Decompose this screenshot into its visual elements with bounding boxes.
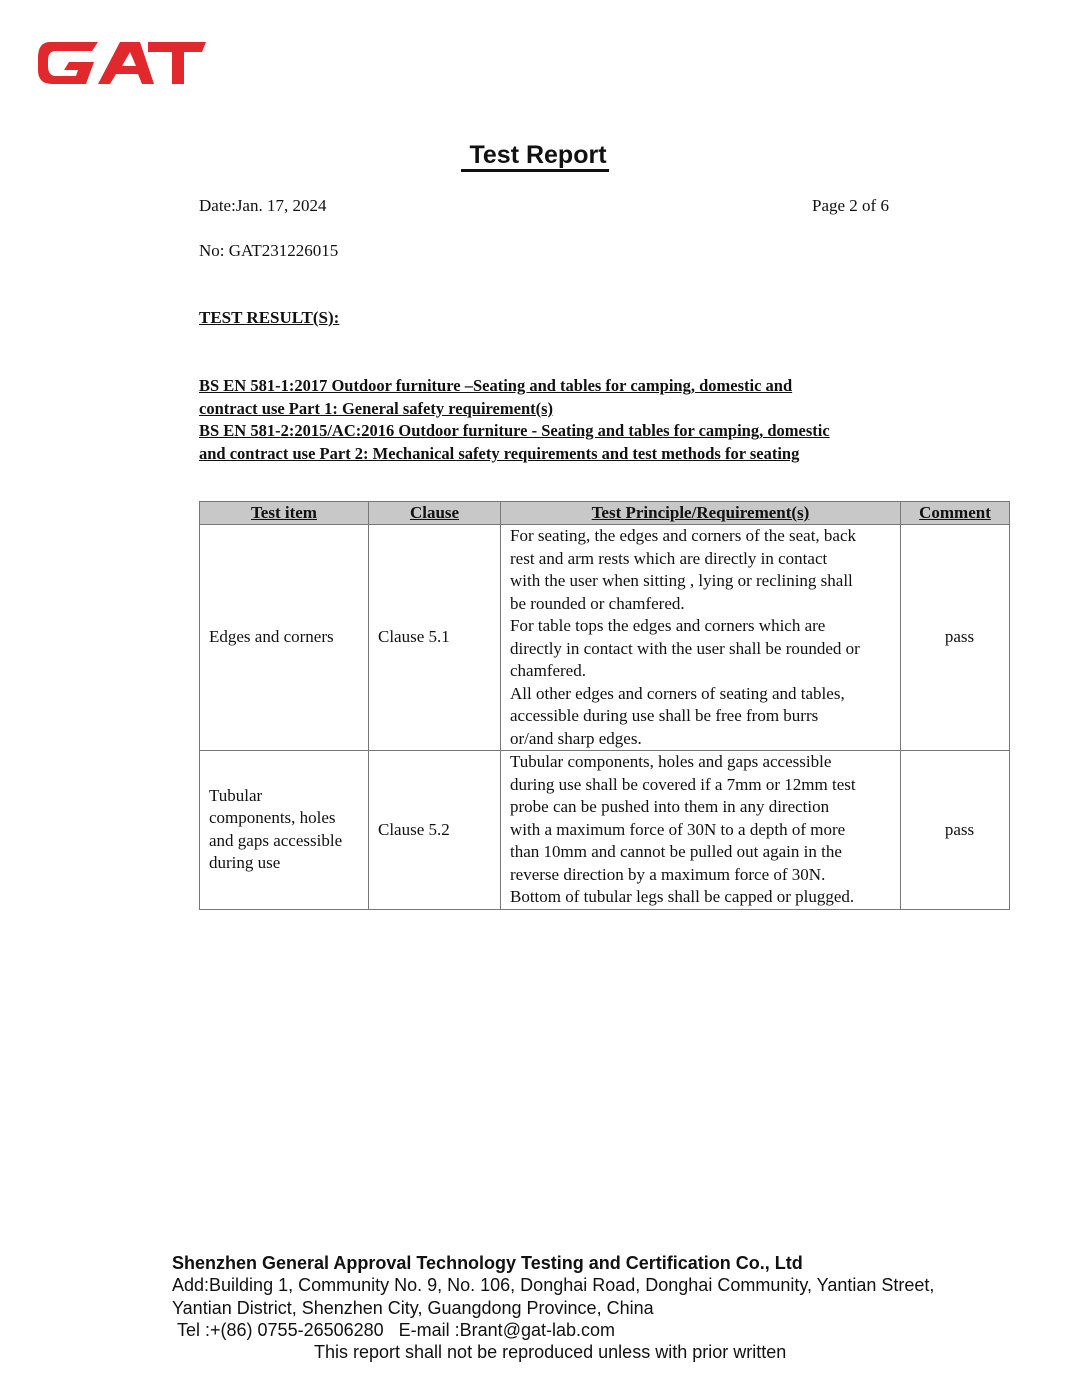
results-table bbox=[199, 501, 1010, 910]
header-test-item: Test item bbox=[200, 502, 369, 525]
table-header-row bbox=[200, 502, 1010, 525]
comment-cell: pass bbox=[901, 751, 1010, 910]
page-number: Page 2 of 6 bbox=[812, 196, 889, 215]
contact-info: Tel :+(86) 0755-26506280 E-mail :Brant@gat-lab.com bbox=[177, 1319, 616, 1340]
header-clause: Clause bbox=[369, 502, 501, 525]
gat-logo bbox=[36, 36, 208, 90]
test-item-cell: Edges and corners bbox=[200, 525, 369, 751]
address-line: Yantian District, Shenzhen City, Guangdong Province, China bbox=[172, 1297, 654, 1318]
clause-cell: Clause 5.1 bbox=[369, 525, 501, 751]
table-row bbox=[200, 525, 1010, 751]
report-date: Date:Jan. 17, 2024 bbox=[199, 196, 327, 215]
comment-cell: pass bbox=[901, 525, 1010, 751]
standard-line: contract use Part 1: General safety requirement(s) bbox=[199, 398, 554, 418]
address-line: Add:Building 1, Community No. 9, No. 106, Donghai Road, Donghai Community, Yantian Street, bbox=[172, 1275, 935, 1296]
gat-logo-mark bbox=[36, 36, 208, 90]
copyright-notice: This report shall not be reproduced unless with prior written bbox=[314, 1342, 787, 1363]
company-name: Shenzhen General Approval Technology Testing and Certification Co., Ltd bbox=[172, 1253, 803, 1273]
page-title: Test Report bbox=[0, 141, 1070, 170]
standards-list bbox=[199, 375, 919, 465]
report-number: No: GAT231226015 bbox=[199, 241, 339, 260]
clause-cell: Clause 5.2 bbox=[369, 751, 501, 910]
requirement-cell: Tubular components, holes and gaps accessible during use shall be covered if a 7mm or 12mm test probe can be pushed into them in any direction with a maximum force of 30N to a depth of more than 10mm and cannot be pulled out again in the reverse direction by a maximum force of 30N. Bottom of tubular legs shall be capped or plugged. bbox=[501, 751, 901, 910]
results-heading: TEST RESULT(S): bbox=[199, 308, 340, 327]
standard-line: BS EN 581-2:2015/AC:2016 Outdoor furniture - Seating and tables for camping, domestic bbox=[199, 421, 830, 441]
test-item-cell: Tubular components, holes and gaps accessible during use bbox=[200, 751, 369, 910]
standard-line: and contract use Part 2: Mechanical safety requirements and test methods for seating bbox=[199, 443, 800, 463]
header-requirement: Test Principle/Requirement(s) bbox=[501, 502, 901, 525]
table-row bbox=[200, 751, 1010, 910]
header-comment: Comment bbox=[901, 502, 1010, 525]
footer bbox=[172, 1252, 934, 1363]
standard-line: BS EN 581-1:2017 Outdoor furniture –Seating and tables for camping, domestic and bbox=[199, 376, 793, 395]
requirement-cell: For seating, the edges and corners of the seat, back rest and arm rests which are directly in contact with the user when sitting , lying or reclining shall be rounded or chamfered. For table tops the edges and corners which are directly in contact with the user shall be rounded or chamfered. All other edges and corners of seating and tables, accessible during use shall be free from burrs or/and sharp edges. bbox=[501, 525, 901, 751]
